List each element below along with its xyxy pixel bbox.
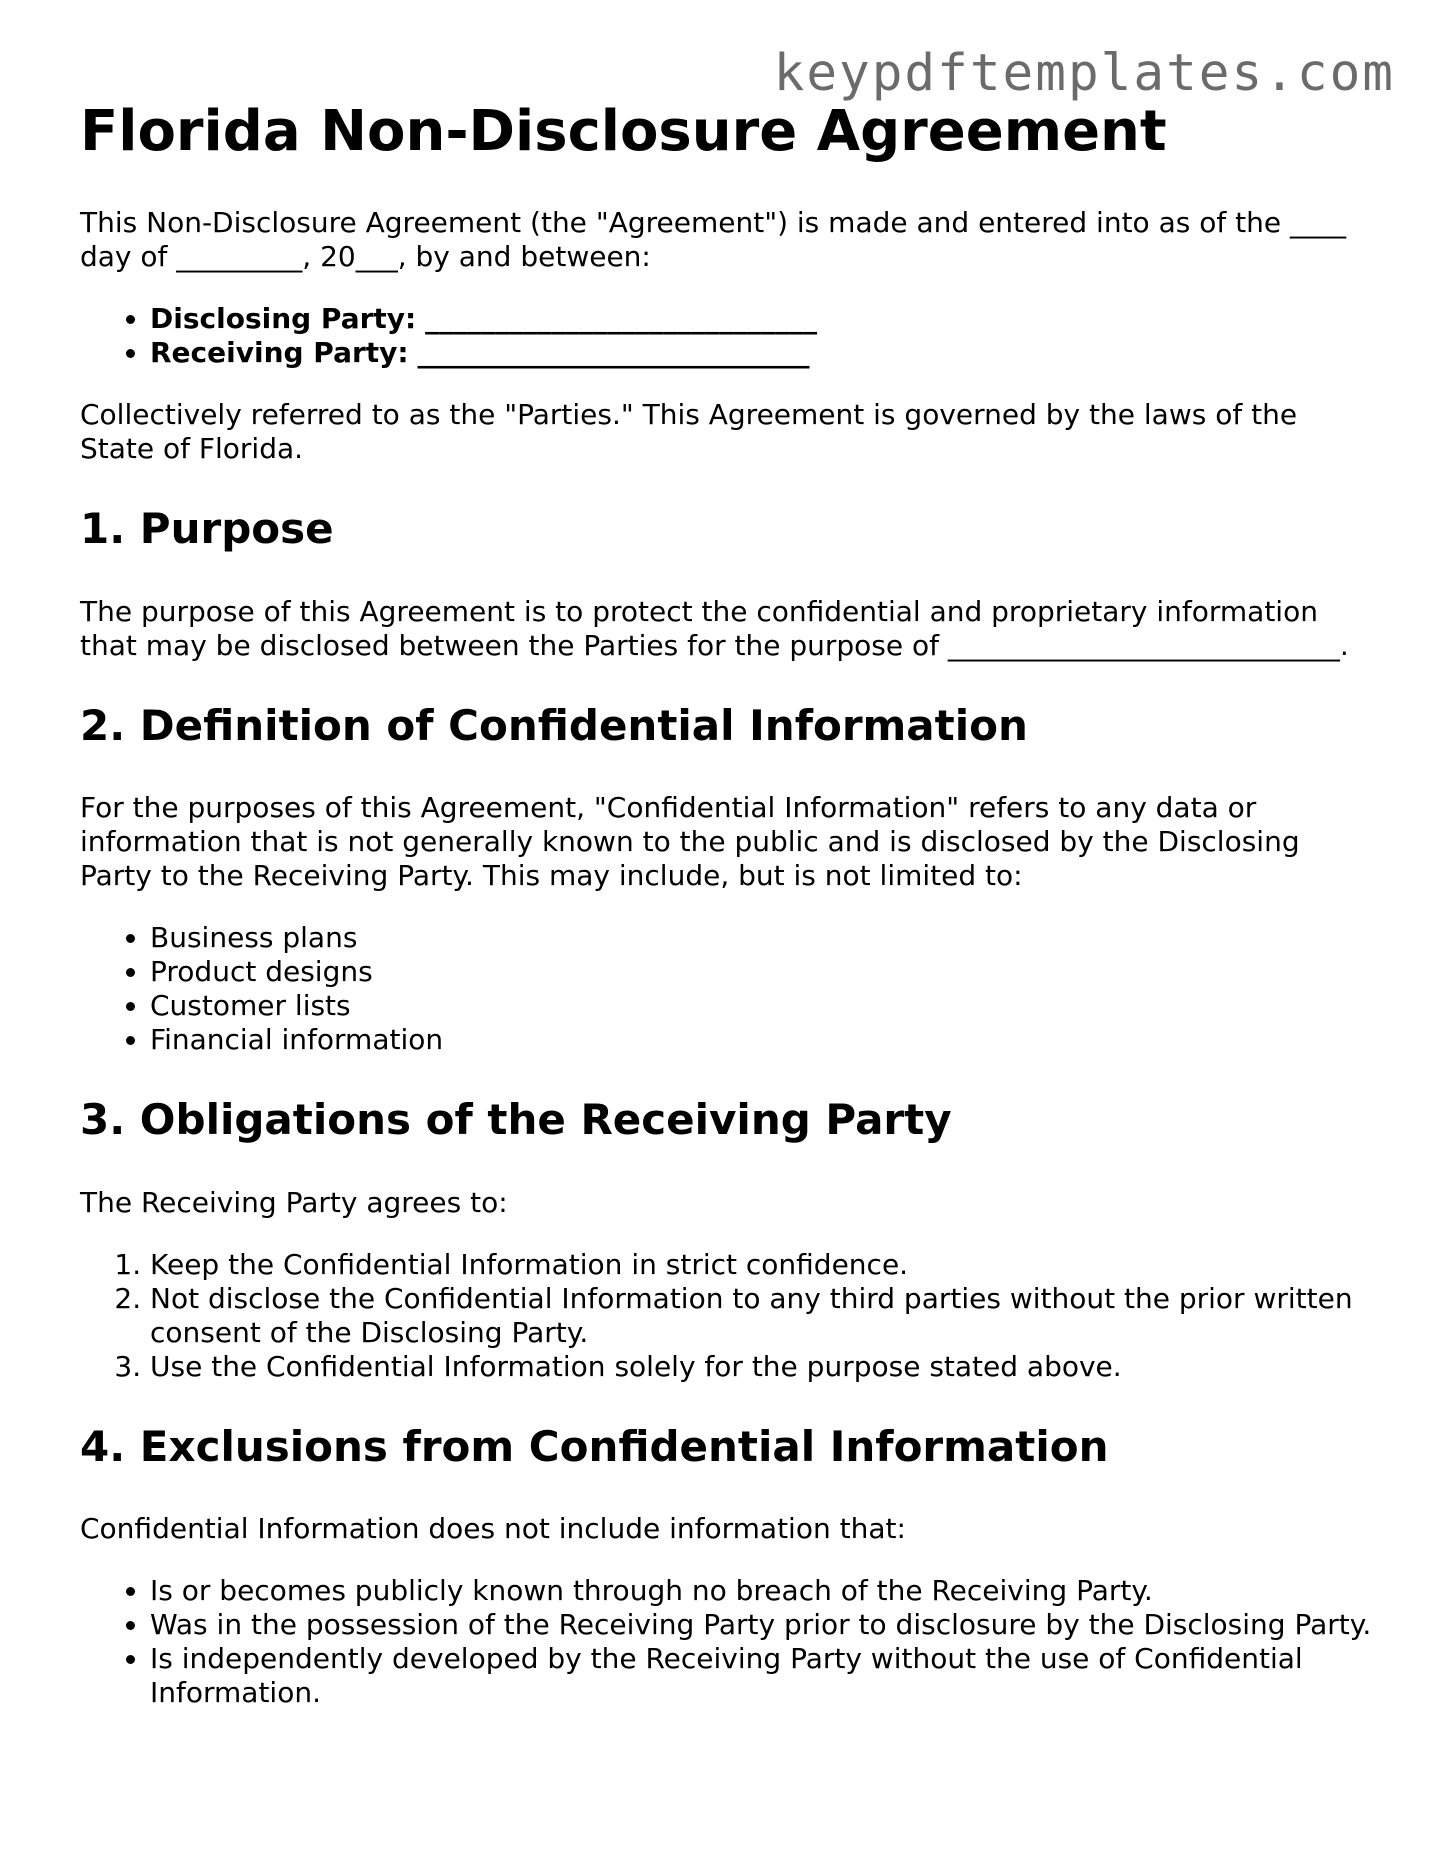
list-item: • Product designs — [150, 955, 1380, 989]
section-heading-purpose: 1. Purpose — [80, 504, 334, 554]
exclusions-list — [80, 1574, 1380, 1710]
definition-list — [80, 921, 1380, 1057]
purpose-paragraph: The purpose of this Agreement is to protect the confidential and proprietary information that may be disclosed between the Parties for the purpose of ____________________________. — [80, 594, 1349, 662]
obligations-list — [80, 1248, 1380, 1384]
list-item: • Is or becomes publicly known through no breach of the Receiving Party. — [150, 1574, 1380, 1608]
section-heading-exclusions: 4. Exclusions from Confidential Information — [80, 1421, 1109, 1471]
document-body — [80, 100, 1380, 1738]
intro-paragraph: This Non-Disclosure Agreement (the "Agreement") is made and entered into as of the ____ day of _________, 20___, by and between: — [80, 206, 1346, 274]
party-blank: ____________________________ — [425, 302, 818, 336]
exclusions-paragraph: Confidential Information does not include information that: — [80, 1511, 906, 1545]
party-label: Disclosing Party: — [150, 302, 417, 336]
parties-list — [80, 302, 1380, 370]
party-label: Receiving Party: — [150, 336, 409, 370]
party-item-receiving — [150, 336, 1380, 370]
list-item: • Is independently developed by the Receiving Party without the use of Confidential Information. — [150, 1642, 1380, 1710]
document-title: Florida Non-Disclosure Agreement — [80, 99, 1167, 164]
list-item: • Was in the possession of the Receiving Party prior to disclosure by the Disclosing Party. — [150, 1608, 1380, 1642]
definition-paragraph: For the purposes of this Agreement, "Confidential Information" refers to any data or information that is not generally known to the public and is disclosed by the Disclosing Party to the Receiving Party. This may include, but is not limited to: — [80, 791, 1300, 893]
collective-paragraph: Collectively referred to as the "Parties." This Agreement is governed by the laws of the State of Florida. — [80, 398, 1298, 466]
list-item: • Financial information — [150, 1023, 1380, 1057]
list-item: 1. Keep the Confidential Information in strict confidence. — [150, 1248, 1380, 1282]
party-item-disclosing — [150, 302, 1380, 336]
obligations-paragraph: The Receiving Party agrees to: — [80, 1185, 508, 1219]
list-item: • Business plans — [150, 921, 1380, 955]
section-heading-definition: 2. Definition of Confidential Information — [80, 700, 1028, 750]
list-item: • Customer lists — [150, 989, 1380, 1023]
party-blank: ____________________________ — [417, 336, 810, 370]
section-heading-obligations: 3. Obligations of the Receiving Party — [80, 1095, 952, 1145]
list-item: 3. Use the Confidential Information solely for the purpose stated above. — [150, 1350, 1380, 1384]
watermark: keypdftemplates.com — [773, 44, 1395, 103]
list-item: 2. Not disclose the Confidential Information to any third parties without the prior written consent of the Disclosing Party. — [150, 1282, 1380, 1350]
